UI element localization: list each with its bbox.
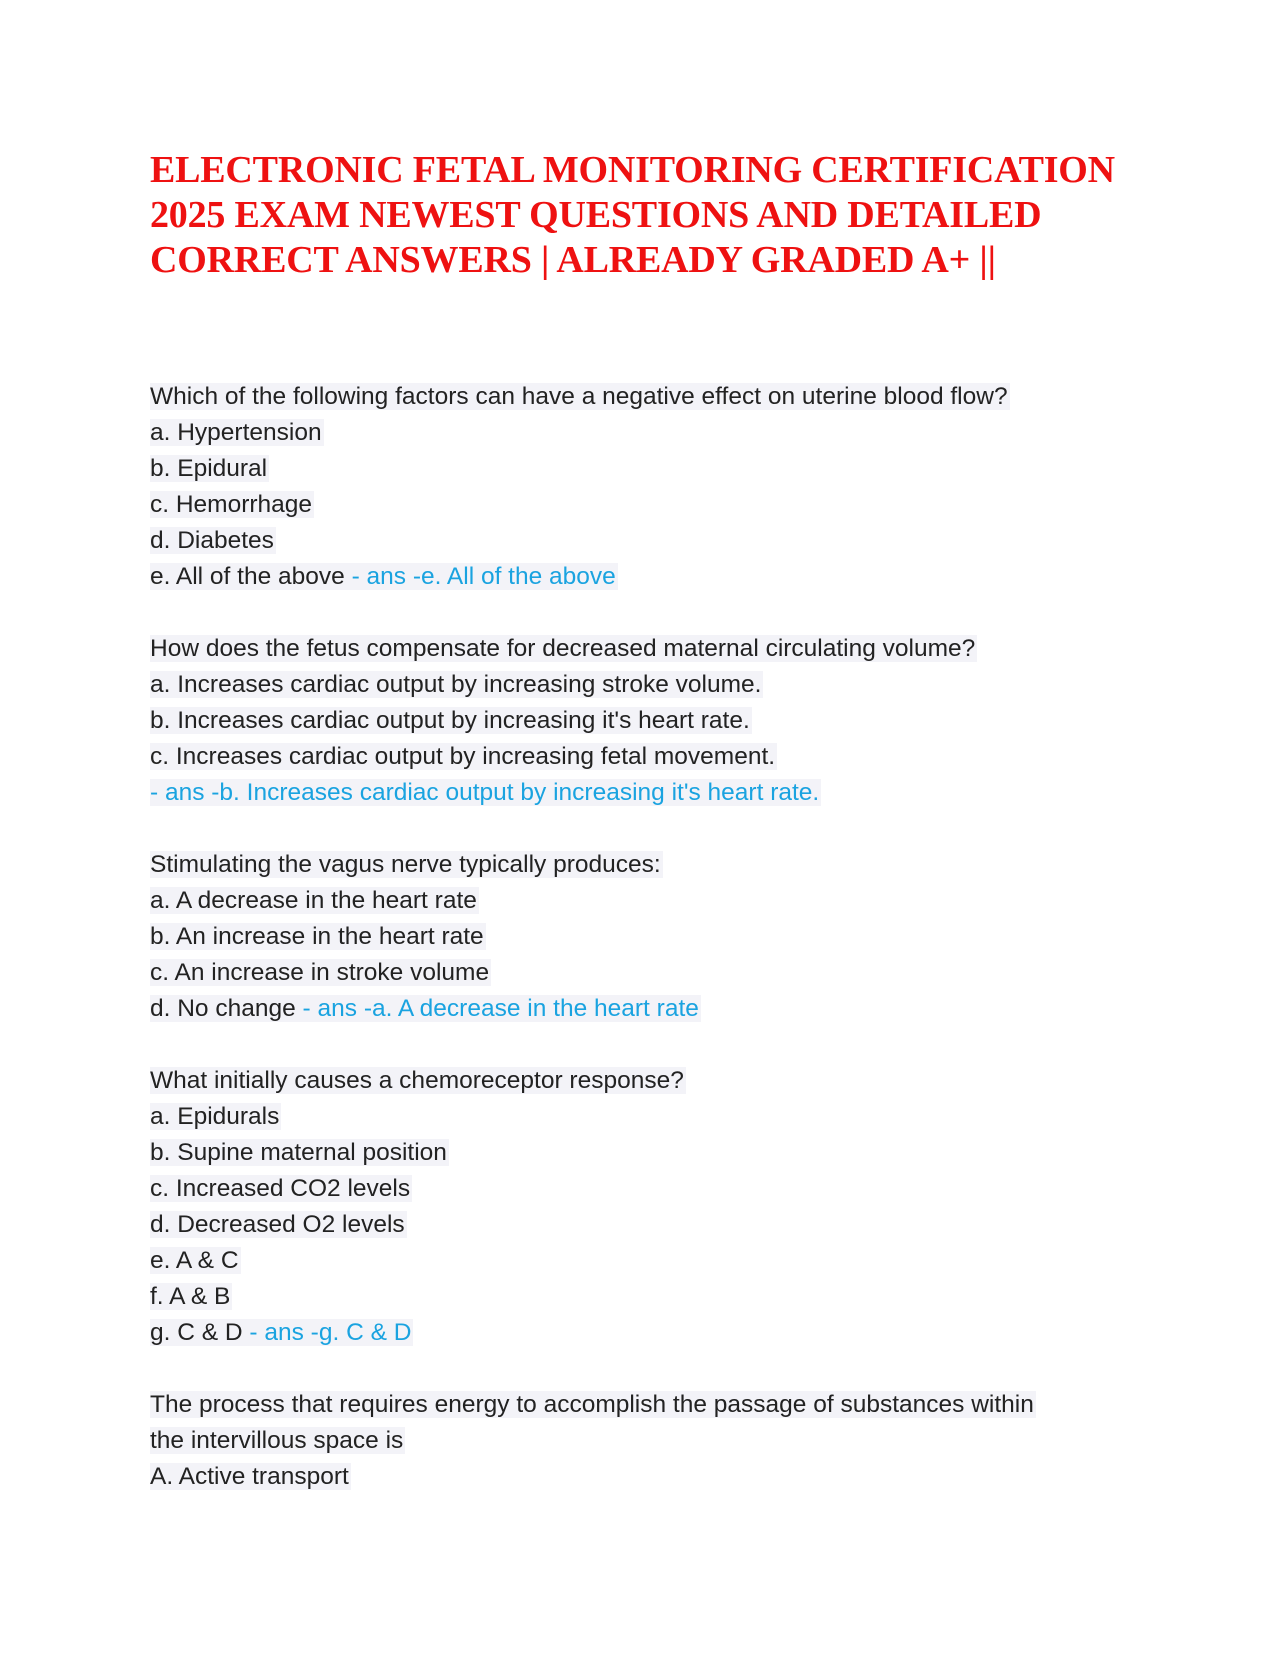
question-block: [150, 1387, 1150, 1495]
option-a: A. Active transport: [150, 1463, 349, 1490]
option-a: a. Hypertension: [150, 419, 322, 446]
option-b: b. An increase in the heart rate: [150, 923, 484, 950]
option-g: g. C & D - ans -g. C & D: [150, 1319, 412, 1346]
option-d: d. No change - ans -a. A decrease in the heart rate: [150, 995, 699, 1022]
option-b: b. Epidural: [150, 455, 268, 482]
question-text: What initially causes a chemoreceptor response?: [150, 1067, 684, 1094]
question-block: [150, 1063, 1150, 1351]
option-a: a. Increases cardiac output by increasing stroke volume.: [150, 671, 762, 698]
option-a: a. Epidurals: [150, 1103, 280, 1130]
question-text: How does the fetus compensate for decreased maternal circulating volume?: [150, 635, 976, 662]
option-e: e. A & C: [150, 1247, 239, 1274]
answer-text: - ans -b. Increases cardiac output by increasing it's heart rate.: [150, 779, 820, 806]
answer-text: - ans -a. A decrease in the heart rate: [295, 995, 699, 1022]
option-c: c. Hemorrhage: [150, 491, 313, 518]
option-d: d. Diabetes: [150, 527, 274, 554]
question-text: Which of the following factors can have a negative effect on uterine blood flow?: [150, 383, 1008, 410]
option-c: c. Increased CO2 levels: [150, 1175, 411, 1202]
answer-line: [150, 775, 1150, 811]
question-text: The process that requires energy to accomplish the passage of substances within: [150, 1391, 1034, 1418]
answer-text: - ans -g. C & D: [242, 1319, 412, 1346]
question-text-continued: the intervillous space is: [150, 1427, 404, 1454]
question-list: [150, 379, 1150, 1531]
question-block: [150, 631, 1150, 811]
option-b: b. Supine maternal position: [150, 1139, 447, 1166]
option-d: d. Decreased O2 levels: [150, 1211, 405, 1238]
option-e: e. All of the above - ans -e. All of the above: [150, 563, 616, 590]
question-block: [150, 847, 1150, 1027]
option-c: c. An increase in stroke volume: [150, 959, 490, 986]
question-block: [150, 379, 1150, 595]
option-a: a. A decrease in the heart rate: [150, 887, 477, 914]
option-c: c. Increases cardiac output by increasing fetal movement.: [150, 743, 776, 770]
question-text: Stimulating the vagus nerve typically produces:: [150, 851, 661, 878]
option-b: b. Increases cardiac output by increasing it's heart rate.: [150, 707, 750, 734]
document-title: ELECTRONIC FETAL MONITORING CERTIFICATION 2025 EXAM NEWEST QUESTIONS AND DETAILED CORRECT ANSWERS | ALREADY GRADED A+ ||: [150, 149, 1115, 281]
option-f: f. A & B: [150, 1283, 231, 1310]
answer-text: - ans -e. All of the above: [344, 563, 616, 590]
